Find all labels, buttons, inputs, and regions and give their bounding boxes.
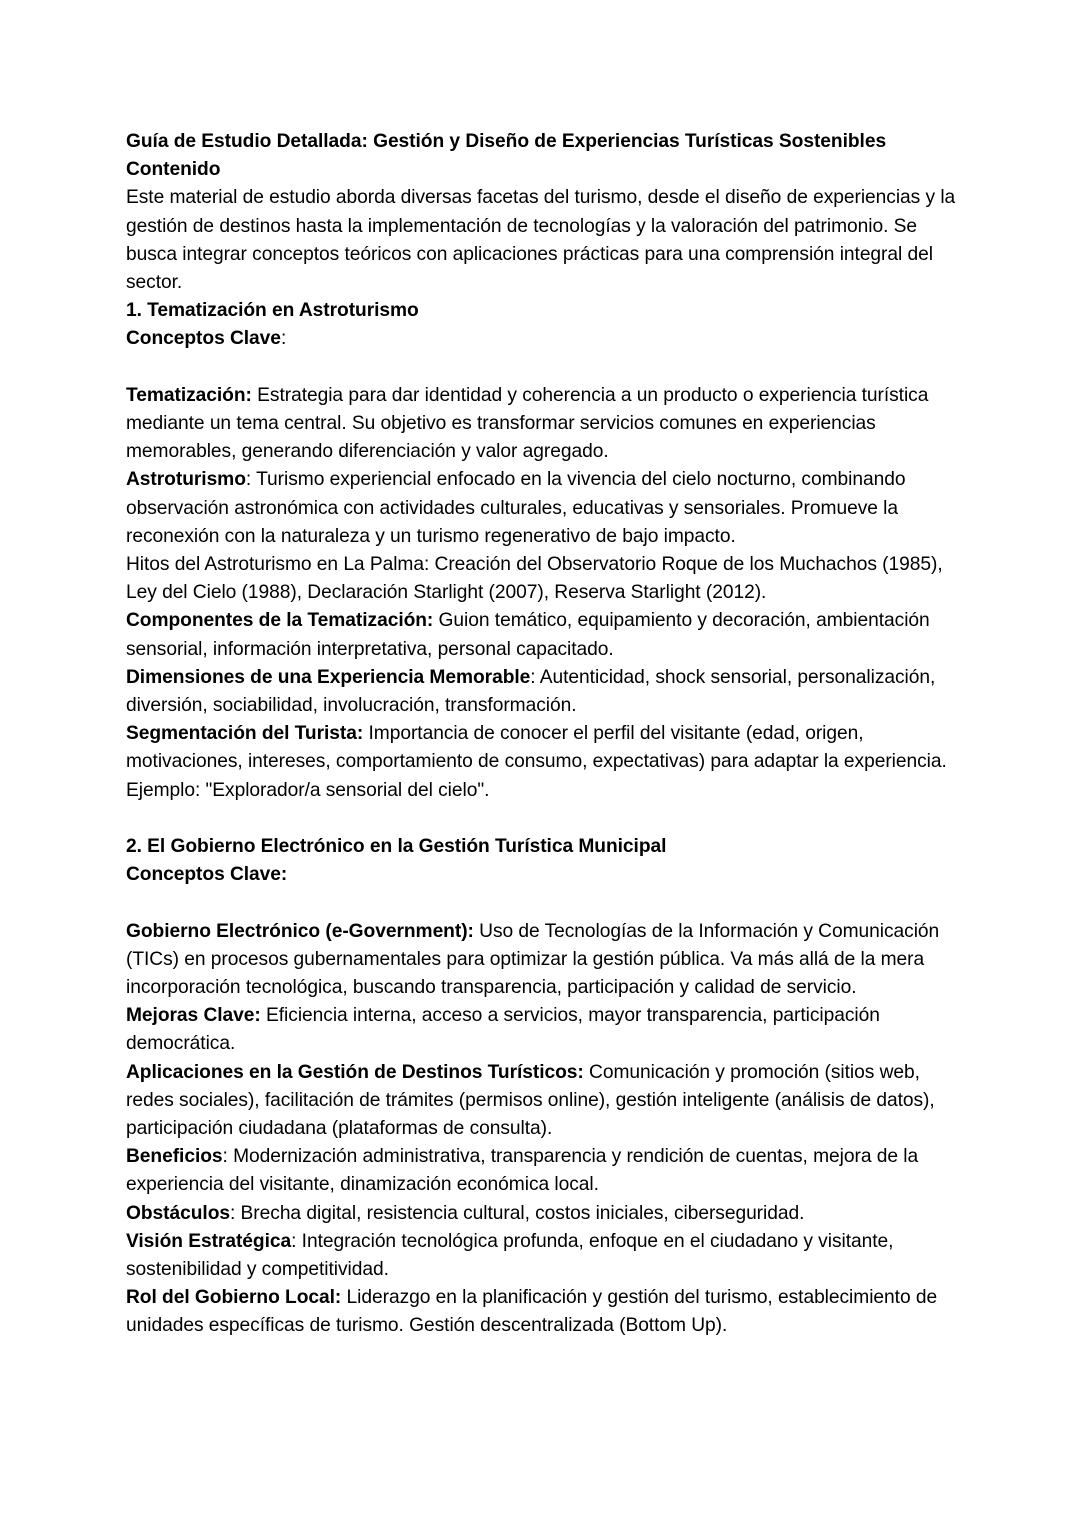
section-heading: 2. El Gobierno Electrónico en la Gestión Turística Municipal: [126, 836, 667, 858]
concept-definition: Hitos del Astroturismo en La Palma: Creación del Observatorio Roque de los Muchachos (1985), Ley del Cielo (1988), Declaración Starlight (2007), Reserva Starlight (2012).: [126, 554, 943, 604]
section-subheading-label: Conceptos Clave: [126, 328, 281, 350]
document-header-block: [126, 128, 960, 297]
concept-entry: [126, 918, 960, 1003]
concept-term: Gobierno Electrónico (e-Government):: [126, 920, 474, 942]
contents-heading: Contenido: [126, 159, 221, 181]
concept-definition: : Autenticidad, shock sensorial, personalización, diversión, sociabilidad, involucración, transformación.: [126, 666, 936, 717]
concept-entry: [126, 1284, 960, 1340]
section-entries-block: [126, 382, 960, 805]
concept-term: Visión Estratégica: [126, 1230, 292, 1252]
concept-entry: [126, 1200, 960, 1228]
concept-definition: Guion temático, equipamiento y decoración, ambientación sensorial, información interpretativa, personal capacitado.: [126, 610, 930, 660]
concept-term: Astroturismo: [126, 469, 246, 491]
concept-entry: [126, 1228, 960, 1284]
concept-entry: [126, 1059, 960, 1144]
concept-definition: : Integración tecnológica profunda, enfoque en el ciudadano y visitante, sostenibilidad y competitividad.: [126, 1230, 894, 1281]
concept-entry: [126, 382, 960, 467]
concept-term: Tematización:: [126, 384, 252, 406]
section-heading: 1. Tematización en Astroturismo: [126, 300, 419, 322]
concept-entry: [126, 664, 960, 720]
concept-definition: Importancia de conocer el perfil del visitante (edad, origen, motivaciones, intereses, comportamiento de consumo, expectativas) para adaptar la experiencia. Ejemplo: "Explorador/a sensorial del cielo".: [126, 723, 947, 801]
concept-entry: [126, 1002, 960, 1058]
concept-entry: [126, 551, 960, 607]
concept-term: Mejoras Clave:: [126, 1005, 261, 1027]
concept-definition: Comunicación y promoción (sitios web, redes sociales), facilitación de trámites (permisos online), gestión inteligente (análisis de datos), participación ciudadana (plataformas de consulta).: [126, 1061, 935, 1140]
section-entries-block: [126, 918, 960, 1341]
concept-definition: : Brecha digital, resistencia cultural, costos iniciales, ciberseguridad.: [230, 1202, 805, 1224]
concept-definition: Eficiencia interna, acceso a servicios, mayor transparencia, participación democrática.: [126, 1005, 880, 1055]
section-heading-block: [126, 297, 960, 353]
concept-term: Segmentación del Turista:: [126, 723, 364, 745]
section-subheading-label: Conceptos Clave:: [126, 864, 288, 886]
intro-paragraph: Este material de estudio aborda diversas facetas del turismo, desde el diseño de experiencias y la gestión de destinos hasta la implementación de tecnologías y la valoración del patrimonio. Se busca integrar conceptos teóricos con aplicaciones prácticas para una comprensión integral del sector.: [126, 187, 956, 294]
page-title: Guía de Estudio Detallada: Gestión y Diseño de Experiencias Turísticas Sostenibles: [126, 131, 887, 152]
section-heading-block: [126, 833, 960, 889]
concept-definition: : Turismo experiencial enfocado en la vivencia del cielo nocturno, combinando observación astronómica con actividades culturales, educativas y sensoriales. Promueve la reconexión con la naturaleza y un turismo regenerativo de bajo impacto.: [126, 469, 906, 547]
section-subheading: [126, 861, 960, 889]
concept-definition: Estrategia para dar identidad y coherencia a un producto o experiencia turística mediante un tema central. Su objetivo es transformar servicios comunes en experiencias memorables, generando diferenciación y valor agregado.: [126, 384, 929, 463]
concept-term: Dimensiones de una Experiencia Memorable: [126, 666, 531, 688]
concept-definition: : Modernización administrativa, transparencia y rendición de cuentas, mejora de la experiencia del visitante, dinamización económica local.: [126, 1146, 919, 1196]
concept-definition: Uso de Tecnologías de la Información y Comunicación (TICs) en procesos gubernamentales para optimizar la gestión pública. Va más allá de la mera incorporación tecnológica, buscando transparencia, participación y calidad de servicio.: [126, 920, 940, 999]
concept-entry: [126, 466, 960, 551]
section-subheading-colon: :: [280, 328, 287, 350]
concept-term: Beneficios: [126, 1146, 223, 1168]
concept-term: Obstáculos: [126, 1202, 230, 1224]
concept-entry: [126, 1143, 960, 1199]
concept-entry: [126, 720, 960, 805]
concept-term: Rol del Gobierno Local:: [126, 1287, 342, 1309]
sections-container: [126, 297, 960, 1340]
document-body: [126, 128, 960, 1341]
concept-entry: [126, 607, 960, 663]
section-subheading: [126, 325, 960, 353]
concept-term: Componentes de la Tematización:: [126, 610, 434, 632]
concept-term: Aplicaciones en la Gestión de Destinos Turísticos:: [126, 1061, 584, 1083]
concept-definition: Liderazgo en la planificación y gestión del turismo, establecimiento de unidades específicas de turismo. Gestión descentralizada (Bottom Up).: [126, 1287, 938, 1337]
